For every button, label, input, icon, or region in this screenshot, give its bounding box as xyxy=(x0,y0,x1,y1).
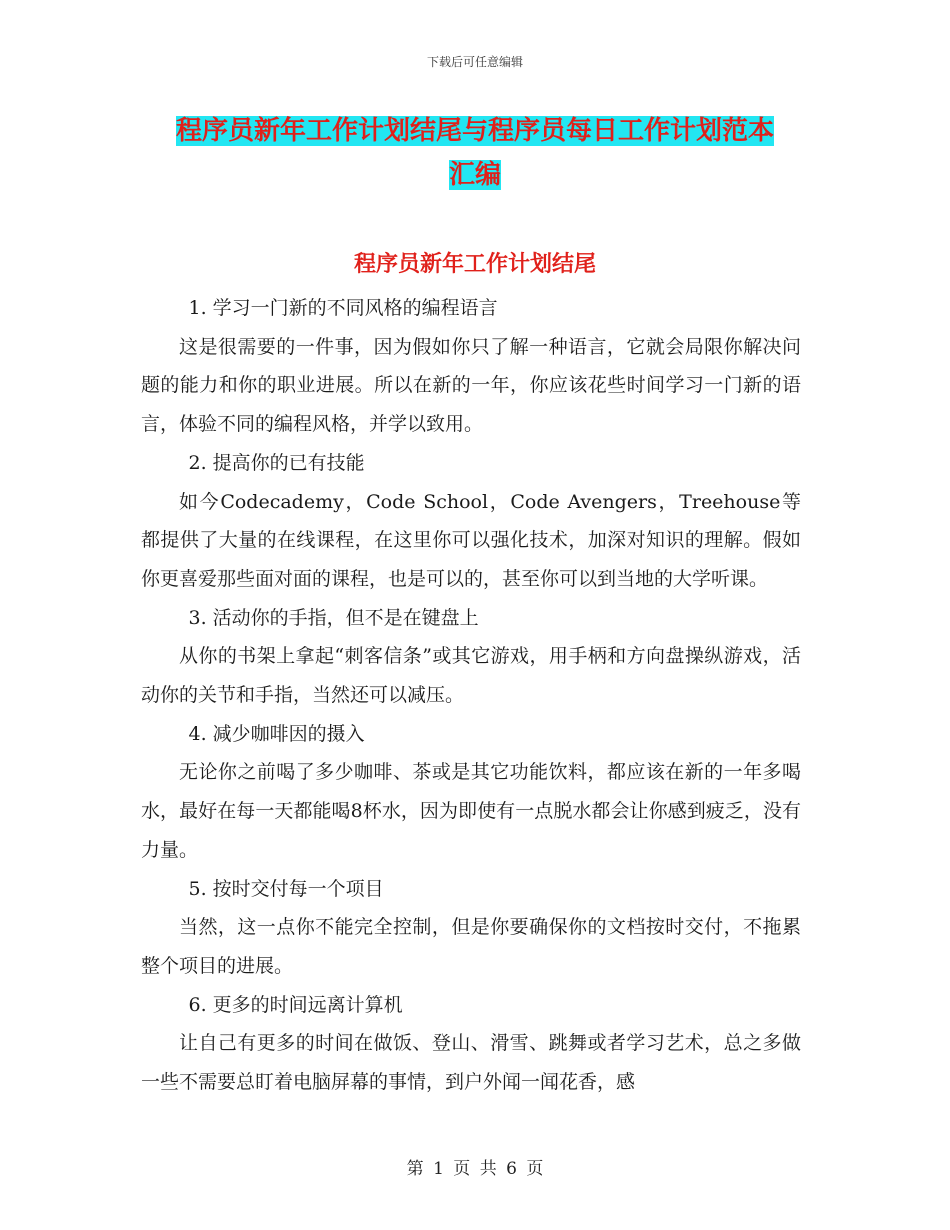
document-title-line-2: 汇编 xyxy=(448,160,501,190)
body-paragraph: 从你的书架上拿起“刺客信条”或其它游戏，用手柄和方向盘操纵游戏，活动你的关节和手指，当然还可以减压。 xyxy=(141,645,801,707)
body-paragraph: 当然，这一点你不能完全控制，但是你要确保你的文档按时交付，不拖累整个项目的进展。 xyxy=(141,916,801,977)
section-title: 程序员新年工作计划结尾 xyxy=(353,252,596,277)
page-footer: 第 1 页 共 6 页 xyxy=(406,1159,544,1179)
document-body xyxy=(141,289,801,1102)
list-item-heading: 5. 按时交付每一个项目 xyxy=(188,877,384,900)
document-title xyxy=(140,109,810,197)
document-title-line-1: 程序员新年工作计划结尾与程序员每日工作计划范本 xyxy=(175,116,774,146)
list-item-heading: 4. 减少咖啡因的摄入 xyxy=(188,722,365,745)
list-item-heading: 6. 更多的时间远离计算机 xyxy=(188,993,403,1016)
list-item-heading: 1. 学习一门新的不同风格的编程语言 xyxy=(188,297,498,319)
list-item-heading: 3. 活动你的手指，但不是在键盘上 xyxy=(188,606,479,629)
body-paragraph: 这是很需要的一件事，因为假如你只了解一种语言，它就会局限你解决问题的能力和你的职业进展。所以在新的一年，你应该花些时间学习一门新的语言，体验不同的编程风格，并学以致用。 xyxy=(141,335,801,436)
body-paragraph: 让自己有更多的时间在做饭、登山、滑雪、跳舞或者学习艺术，总之多做一些不需要总盯着电脑屏幕的事情，到户外闻一闻花香，感 xyxy=(141,1032,801,1094)
list-item-heading: 2. 提高你的已有技能 xyxy=(188,451,365,474)
page-header-note: 下载后可任意编辑 xyxy=(426,55,523,69)
body-paragraph: 无论你之前喝了多少咖啡、茶或是其它功能饮料，都应该在新的一年多喝水，最好在每一天都能喝8杯水，因为即使有一点脱水都会让你感到疲乏，没有力量。 xyxy=(141,761,801,861)
body-paragraph: 如今Codecademy，Code School，Code Avengers，Treehouse等都提供了大量的在线课程，在这里你可以强化技术，加深对知识的理解。假如你更喜爱那些面对面的课程，也是可以的，甚至你可以到当地的大学听课。 xyxy=(141,490,801,590)
